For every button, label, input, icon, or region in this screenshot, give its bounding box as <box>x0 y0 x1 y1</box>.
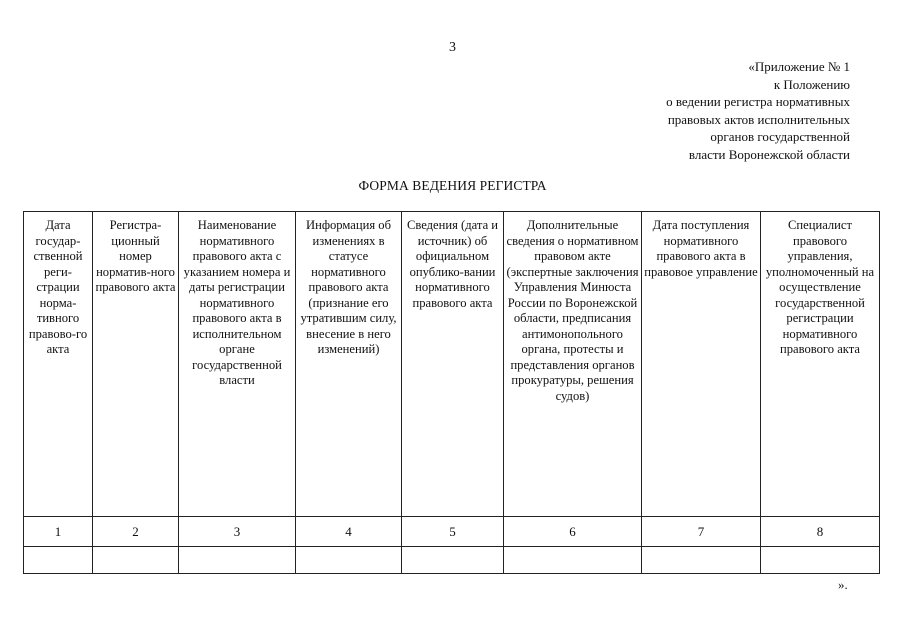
column-number: 8 <box>761 517 880 547</box>
table-cell <box>24 547 93 574</box>
table-cell <box>642 547 761 574</box>
table-cell <box>402 547 504 574</box>
column-number: 2 <box>93 517 179 547</box>
form-title: ФОРМА ВЕДЕНИЯ РЕГИСТРА <box>358 178 547 193</box>
column-header-receipt-date: Дата поступления нормативного правового акта в правовое управление <box>642 212 761 517</box>
table-cell <box>93 547 179 574</box>
column-number: 3 <box>179 517 296 547</box>
column-number: 4 <box>296 517 402 547</box>
appendix-line: о ведении регистра нормативных <box>666 94 850 109</box>
column-number: 7 <box>642 517 761 547</box>
table-cell <box>296 547 402 574</box>
column-header-specialist: Специалист правового управления, уполномоченный на осуществление государственной регистрации нормативного правового акта <box>761 212 880 517</box>
table-cell <box>179 547 296 574</box>
closing-quote: ». <box>838 577 848 592</box>
column-header-registration-date: Дата государ-ственной реги-страции норма-тивного правово-го акта <box>24 212 93 517</box>
column-header-act-title: Наименование нормативного правового акта с указанием номера и даты регистрации нормативного правового акта в исполнительном органе государственной власти <box>179 212 296 517</box>
appendix-line: правовых актов исполнительных <box>667 111 850 127</box>
column-header-registration-number: Регистра-ционный номер норматив-ного правового акта <box>93 212 179 517</box>
table-header-row <box>24 212 880 517</box>
column-number-row <box>24 517 880 547</box>
appendix-line: органов государственной <box>710 129 850 144</box>
empty-row <box>24 547 880 574</box>
column-header-status-changes: Информация об изменениях в статусе нормативного правового акта (признание его утратившим силу, внесение в него изменений) <box>296 212 402 517</box>
column-number: 1 <box>24 517 93 547</box>
column-header-additional-info: Дополнительные сведения о нормативном правовом акте (экспертные заключения Управления Минюста России по Воронежской области, предписания антимонопольного органа, протесты и представления органов прокуратуры, решения судов) <box>504 212 642 517</box>
column-number: 6 <box>504 517 642 547</box>
appendix-header <box>666 58 850 163</box>
appendix-line: к Положению <box>773 76 850 92</box>
appendix-line: «Приложение № 1 <box>748 59 850 74</box>
column-number: 5 <box>402 517 504 547</box>
page-number: 3 <box>449 40 456 55</box>
register-table <box>23 211 880 574</box>
column-header-publication: Сведения (дата и источник) об официальном опублико-вании нормативного правового акта <box>402 212 504 517</box>
table-cell <box>504 547 642 574</box>
appendix-line: власти Воронежской области <box>688 146 850 162</box>
table-cell <box>761 547 880 574</box>
